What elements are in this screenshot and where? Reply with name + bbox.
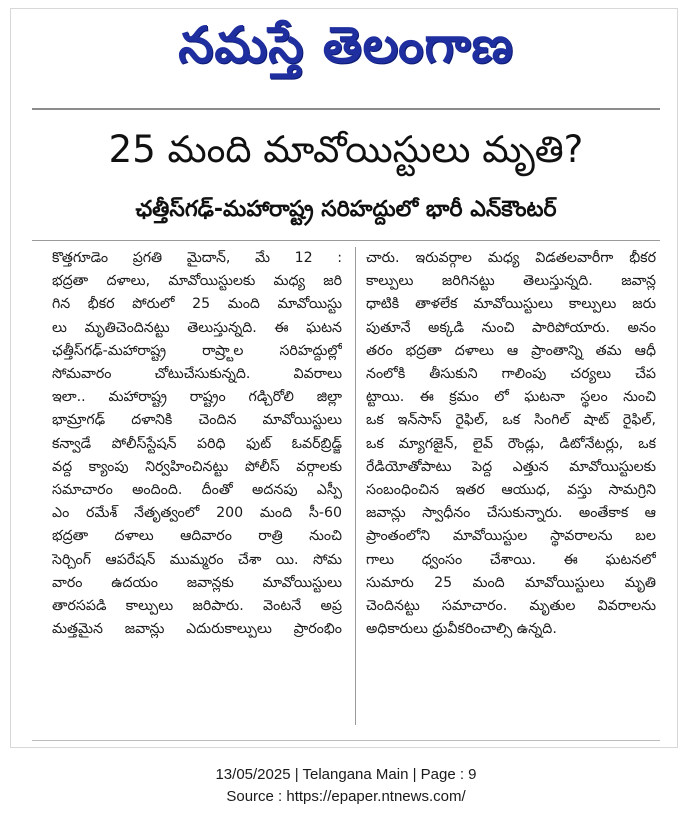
article-column-left	[52, 247, 342, 641]
article-line: ఒక మ్యాగజైన్‌, లైవ్‌ రౌండ్లు, డిటోనేటర్లు, ఒక	[366, 435, 656, 452]
article-line: మత్తమైన జవాన్లు ఎదురుకాల్పులు ప్రారంభిం	[52, 621, 342, 638]
article-line: ధాటికి తాళలేక మావోయిస్టులు కాల్పులు జరు	[366, 296, 656, 313]
article-subheadline: ఛత్తీస్‌గఢ్‌-మహారాష్ట్ర సరిహద్దులో భారీ ఎన్‌కౌంటర్‌	[135, 197, 557, 222]
article-line: వారం ఉదయం జవాన్లకు మావోయిస్టులు	[52, 574, 342, 591]
article-line: ఎం రమేశ్‌ నేతృత్వంలో 200 మంది సీ-60	[52, 505, 342, 522]
article-line: ఇలా.. మహారాష్ట్ర రాష్ట్రం గడ్చిరోలి జిల్లా	[52, 389, 342, 406]
article-line: సుమారు 25 మంది మావోయిస్టులు మృతి	[366, 574, 656, 591]
footer-date-page: 13/05/2025 | Telangana Main | Page : 9	[215, 766, 477, 783]
article-line: తారసపడి కాల్పులు జరిపారు. వెంటనే అప్ర	[52, 598, 342, 615]
newspaper-masthead: నమస్తే తెలంగాణ	[178, 16, 514, 74]
article-line: వద్ద క్యాంపు నిర్వహించినట్టు పోలీస్‌ వర్గాలకు	[52, 458, 342, 475]
article-line: జవాన్లు స్వాధీనం చేసుకున్నారు. అంతేకాక ఆ	[366, 505, 656, 522]
article-line: సోమవారం చోటుచేసుకున్నది. వివరాలు	[52, 366, 342, 383]
article-line: భద్రతా దళాలు ఆదివారం రాత్రి నుంచి	[52, 528, 342, 545]
article-headline: 25 మంది మావోయిస్టులు మృతి?	[108, 128, 584, 171]
article-line: కొత్తగూడెం ప్రగతి మైదాన్‌, మే 12 :	[52, 250, 342, 266]
article-line: అధికారులు ధ్రువీకరించాల్సి ఉన్నది.	[366, 621, 557, 638]
article-line: కన్వాడే పోలీస్‌స్టేషన్‌ పరిధి ఫుట్‌ ఓవర్‌బ్రిడ్జ్‌	[52, 435, 342, 452]
article-line: చారు. ఇరువర్గాల మధ్య విడతలవారీగా భీకర	[366, 250, 656, 266]
article-line: లు మృతిచెందినట్టు తెలుస్తున్నది. ఈ ఘటన	[52, 319, 342, 336]
article-line: పుతూనే అక్కడి నుంచి పారిపోయారు. అనం	[366, 319, 656, 336]
column-divider	[355, 247, 356, 725]
article-line: ఒక ఇన్‌సాస్‌ రైఫిల్‌, ఒక సింగిల్‌ షాట్‌ రైఫిల్‌,	[366, 412, 656, 429]
article-line: నంలోకి తీసుకుని గాలింపు చర్యలు చేప	[366, 366, 656, 383]
article-line: ప్రాంతంలోని మావోయిస్టుల స్థావరాలను బల	[366, 528, 656, 545]
article-line: ట్టాయి. ఈ క్రమం లో ఘటనా స్థలం నుంచి	[366, 389, 656, 406]
article-line: సంబంధించిన ఇతర ఆయుధ, వస్తు సామగ్రిని	[366, 482, 656, 499]
article-column-right	[366, 247, 656, 641]
article-line: చెందినట్టు సమాచారం. మృతుల వివరాలను	[366, 598, 656, 615]
article-line: భద్రతా దళాలు, మావోయిస్టులకు మధ్య జరి	[52, 273, 342, 290]
article-line: సెర్చింగ్‌ ఆపరేషన్‌ ముమ్మరం చేశా యి. సోమ	[52, 551, 342, 568]
article-line: తరం భద్రతా దళాలు ఆ ప్రాంతాన్ని తమ ఆధీ	[366, 342, 656, 359]
headline-divider	[32, 240, 660, 241]
article-line: గాలు ధ్వంసం చేశాయి. ఈ ఘటనలో	[366, 551, 656, 568]
article-line: భామ్రాగఢ్‌ దళానికి చెందిన మావోయిస్టులు	[52, 412, 342, 429]
masthead-divider	[32, 108, 660, 110]
article-line: కాల్పులు జరిగినట్టు తెలుస్తున్నది. జవాన్ల	[366, 273, 656, 290]
article-line: రేడియోతోపాటు పెద్ద ఎత్తున మావోయిస్టులకు	[366, 458, 656, 475]
article-line: సమాచారం అందింది. దీంతో అదనపు ఎస్పీ	[52, 482, 342, 499]
article-bottom-divider	[32, 740, 660, 741]
article-line: ఛత్తీస్‌గఢ్‌-మహారాష్ట్ర రాష్ర్టాల సరిహద్దుల్లో	[52, 342, 342, 359]
footer-source-link[interactable]: Source : https://epaper.ntnews.com/	[226, 788, 466, 805]
article-line: గిన భీకర పోరులో 25 మంది మావోయిస్టు	[52, 296, 342, 313]
